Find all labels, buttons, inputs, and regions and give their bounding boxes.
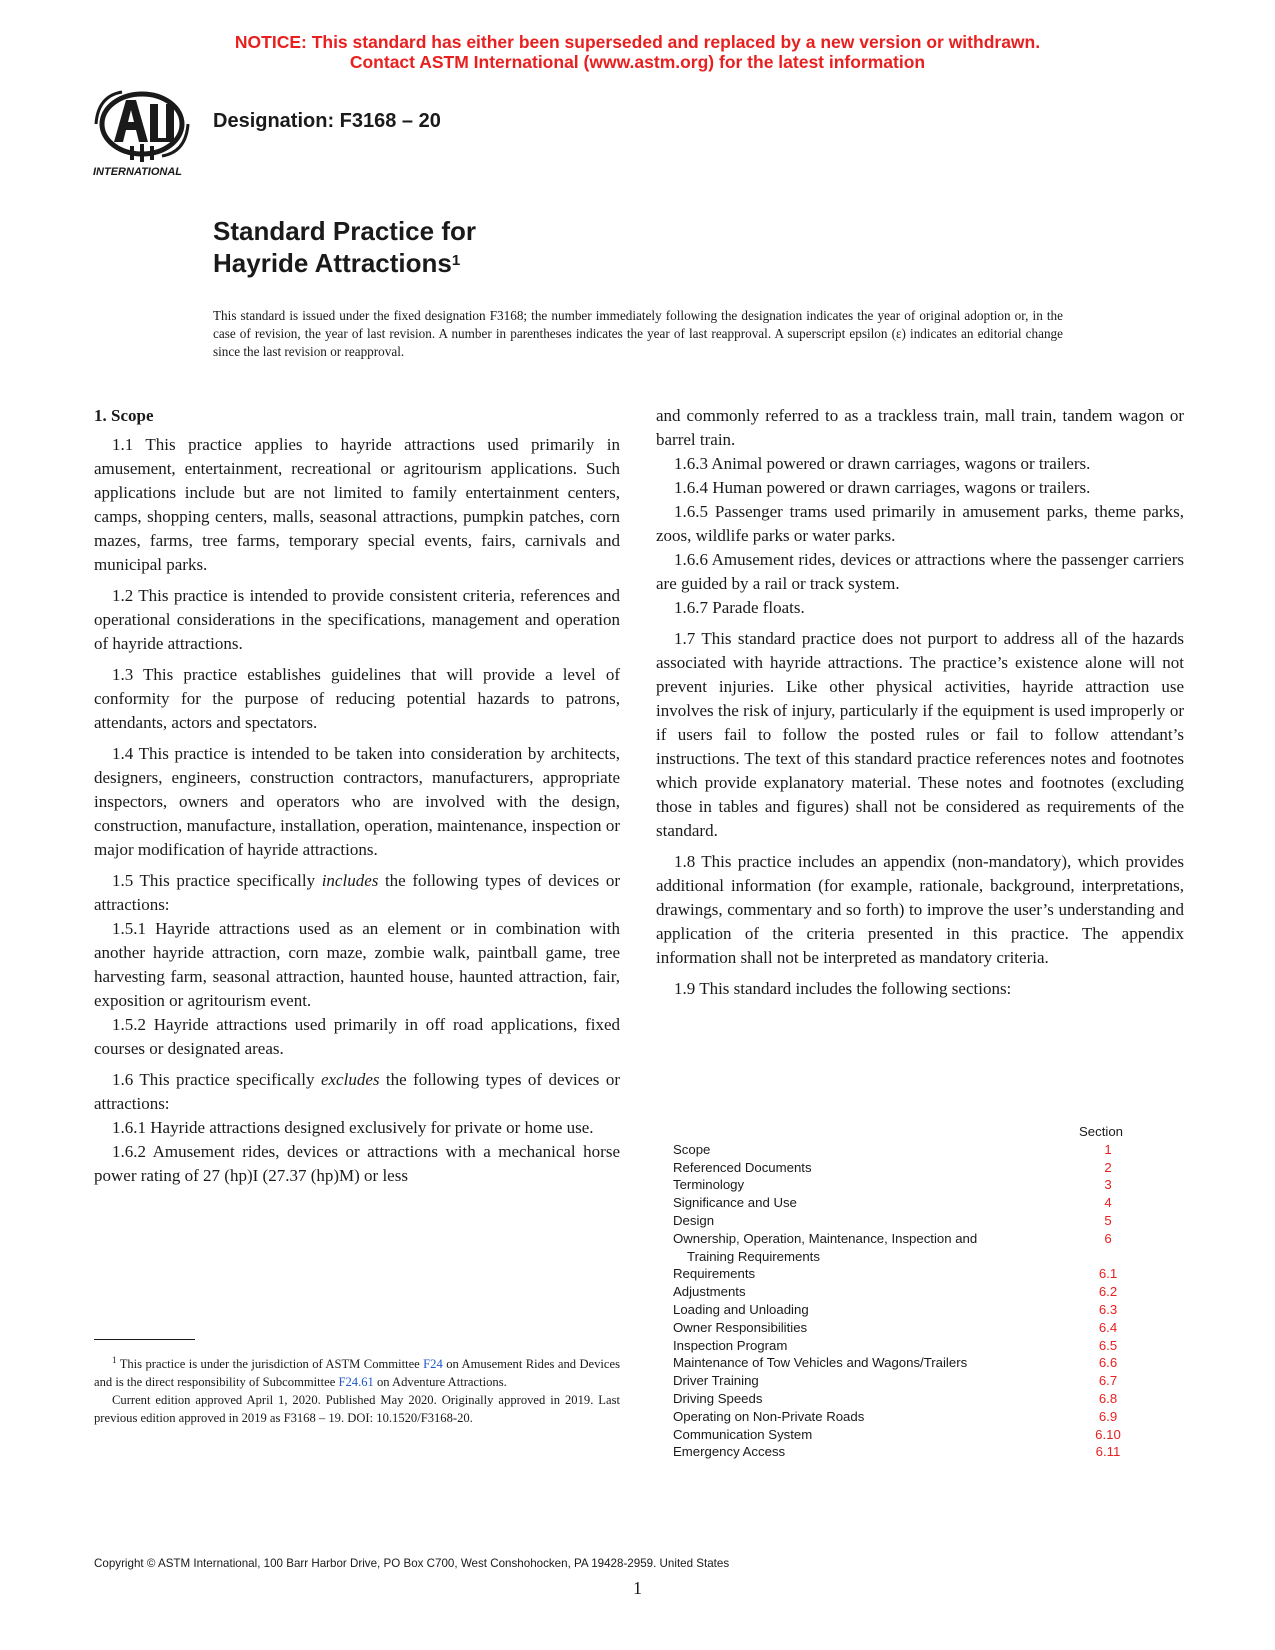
toc-title: Driving Speeds <box>673 1390 763 1406</box>
footnote-text-b: on Amusement Rides and Devices and is the direct responsibility of Subcommittee <box>94 1357 621 1390</box>
para-1-6-2: 1.6.2 Amusement rides, devices or attractions with a mechanical horse power rating of 27 (hp)I (27.37 (hp)M) or less <box>94 1142 620 1185</box>
para-1-6-post: the following types of devices or attractions: <box>94 1070 620 1113</box>
toc-row <box>673 1212 1133 1230</box>
toc-row <box>673 1159 1133 1177</box>
toc-number-link[interactable]: 6.9 <box>1098 1408 1118 1424</box>
footnote-edition: Current edition approved April 1, 2020. Published May 2020. Originally approved in 2019. Last previous edition approved in 2019 as F3168 – 19. DOI: 10.1520/F3168-20. <box>94 1393 620 1426</box>
toc-number-link[interactable]: 4 <box>1104 1195 1112 1211</box>
designation: Designation: F3168 – 20 <box>213 110 441 132</box>
toc-row <box>673 1176 1133 1194</box>
para-1-6 <box>94 1068 620 1116</box>
toc-title-line-2: Training Requirements <box>687 1248 820 1264</box>
footnote-text-a: This practice is under the jurisdiction of ASTM Committee <box>119 1357 424 1372</box>
para-1-5-post: the following types of devices or attractions: <box>94 871 620 914</box>
toc-title: Emergency Access <box>673 1444 786 1460</box>
section-table-rows <box>673 1141 1133 1461</box>
section-heading-scope: 1. Scope <box>94 406 154 425</box>
title-line-2 <box>213 247 476 279</box>
para-1-5-pre: 1.5 This practice specifically <box>112 871 322 890</box>
toc-row <box>673 1283 1133 1301</box>
toc-number-link[interactable]: 6.2 <box>1098 1284 1118 1300</box>
title-footnote-mark: 1 <box>451 252 461 269</box>
toc-row <box>673 1194 1133 1212</box>
toc-number-link[interactable]: 6.7 <box>1098 1373 1118 1389</box>
para-1-6-6: 1.6.6 Amusement rides, devices or attractions where the passenger carriers are guided by a rail or track system. <box>656 550 1184 593</box>
toc-row <box>673 1230 1133 1266</box>
toc-row <box>673 1265 1133 1283</box>
footnote-text-c: on Adventure Attractions. <box>373 1375 507 1390</box>
para-1-5-emphasis: includes <box>321 871 379 890</box>
toc-number-link[interactable]: 6.5 <box>1098 1337 1118 1353</box>
para-1-6-4: 1.6.4 Human powered or drawn carriages, wagons or trailers. <box>674 478 1091 497</box>
toc-title: Requirements <box>673 1266 756 1282</box>
toc-title: Communication System <box>673 1426 813 1442</box>
notice-line-1: NOTICE: This standard has either been superseded and replaced by a new version or withdrawn. <box>234 32 1041 52</box>
toc-title: Operating on Non-Private Roads <box>673 1408 865 1424</box>
toc-title: Driver Training <box>673 1373 759 1389</box>
logo-text: INTERNATIONAL <box>93 166 183 178</box>
toc-title-line-1: Ownership, Operation, Maintenance, Inspection and <box>673 1230 978 1246</box>
toc-number-link[interactable]: 5 <box>1104 1212 1112 1228</box>
para-1-6-5: 1.6.5 Passenger trams used primarily in amusement parks, theme parks, zoos, wildlife parks or water parks. <box>656 502 1184 545</box>
copyright: Copyright © ASTM International, 100 Barr Harbor Drive, PO Box C700, West Conshohocken, PA 19428-2959. United States <box>94 1557 730 1570</box>
title-line-2-text: Hayride Attractions <box>213 248 452 278</box>
toc-number-link[interactable]: 6 <box>1104 1230 1112 1246</box>
left-column <box>94 404 620 1188</box>
toc-title <box>673 1230 1033 1266</box>
para-1-6-1: 1.6.1 Hayride attractions designed exclusively for private or home use. <box>112 1118 594 1137</box>
para-1-8: 1.8 This practice includes an appendix (non-mandatory), which provides additional information (for example, rationale, background, interpretations, drawings, commentary and so forth) to improve the user’s understanding and application of the criteria presented in this practice. The appendix information shall not be interpreted as mandatory criteria. <box>656 852 1184 967</box>
toc-number-link[interactable]: 3 <box>1104 1177 1112 1193</box>
para-1-5 <box>94 869 620 917</box>
toc-number-link[interactable]: 6.8 <box>1098 1390 1118 1406</box>
section-table-header: Section <box>1079 1124 1123 1139</box>
para-1-6-2-cont: and commonly referred to as a trackless train, mall train, tandem wagon or barrel train. <box>656 406 1184 449</box>
para-1-4: 1.4 This practice is intended to be taken into consideration by architects, designers, engineers, construction contractors, manufacturers, appropriate inspectors, owners and operators who are involved with the design, construction, manufacture, installation, operation, maintenance, inspection or major modification of hayride attractions. <box>94 744 620 859</box>
toc-row <box>673 1319 1133 1337</box>
astm-logo-icon <box>92 84 198 180</box>
toc-title: Adjustments <box>673 1284 746 1300</box>
toc-number-link[interactable]: 6.11 <box>1095 1444 1121 1460</box>
issued-note: This standard is issued under the fixed designation F3168; the number immediately following the designation indicates the year of original adoption or, in the case of revision, the year of last revision. A number in parentheses indicates the year of last reapproval. A superscript epsilon (ε) indicates an editorial change since the last revision or reapproval. <box>213 308 1063 359</box>
para-1-9: 1.9 This standard includes the following sections: <box>674 979 1012 998</box>
toc-row <box>673 1408 1133 1426</box>
toc-title: Loading and Unloading <box>673 1301 809 1317</box>
toc-row <box>673 1372 1133 1390</box>
toc-title: Maintenance of Tow Vehicles and Wagons/Trailers <box>673 1355 968 1371</box>
toc-row <box>673 1390 1133 1408</box>
footnote-jurisdiction <box>94 1351 620 1391</box>
toc-row <box>673 1141 1133 1159</box>
toc-title: Design <box>673 1212 715 1228</box>
committee-link[interactable]: F24 <box>423 1357 443 1372</box>
para-1-6-3: 1.6.3 Animal powered or drawn carriages, wagons or trailers. <box>674 454 1091 473</box>
para-1-5-2: 1.5.2 Hayride attractions used primarily in off road applications, fixed courses or designated areas. <box>94 1015 620 1058</box>
footnote-divider <box>94 1339 195 1340</box>
toc-title: Significance and Use <box>673 1195 797 1211</box>
footnote-mark: 1 <box>112 1355 117 1365</box>
para-1-2: 1.2 This practice is intended to provide consistent criteria, references and operational considerations in the specifications, management and operation of hayride attractions. <box>94 586 620 653</box>
toc-title: Referenced Documents <box>673 1159 812 1175</box>
toc-title: Owner Responsibilities <box>673 1319 808 1335</box>
notice-banner <box>0 32 1275 72</box>
para-1-6-emphasis: excludes <box>320 1070 380 1089</box>
para-1-6-pre: 1.6 This practice specifically <box>112 1070 321 1089</box>
para-1-6-7: 1.6.7 Parade floats. <box>674 598 805 617</box>
document-title <box>213 215 476 279</box>
footnote <box>94 1351 620 1427</box>
toc-number-link[interactable]: 6.3 <box>1098 1301 1118 1317</box>
toc-number-link[interactable]: 6.10 <box>1095 1426 1121 1442</box>
toc-number-link[interactable]: 6.4 <box>1098 1319 1118 1335</box>
para-1-3: 1.3 This practice establishes guidelines that will provide a level of conformity for the purpose of reducing potential hazards to patrons, attendants, actors and spectators. <box>94 665 620 732</box>
toc-number-link[interactable]: 6.6 <box>1098 1355 1118 1371</box>
toc-row <box>673 1337 1133 1355</box>
toc-row <box>673 1354 1133 1372</box>
subcommittee-link[interactable]: F24.61 <box>338 1375 374 1390</box>
toc-number-link[interactable]: 2 <box>1104 1159 1112 1175</box>
toc-title: Scope <box>673 1141 711 1157</box>
notice-line-2: Contact ASTM International (www.astm.org) for the latest information <box>349 52 926 72</box>
para-1-7: 1.7 This standard practice does not purport to address all of the hazards associated with hayride attractions. The practice’s existence alone will not prevent injuries. Like other physical activities, hayride attraction use involves the risk of injury, particularly if the equipment is used improperly or if users fail to follow the posted rules or fail to follow attendant’s instructions. The text of this standard practice references notes and footnotes which provide explanatory material. These notes and footnotes (excluding those in tables and figures) shall not be considered as requirements of the standard. <box>656 629 1184 840</box>
para-1-1: 1.1 This practice applies to hayride attractions used primarily in amusement, entertainment, recreational or agritourism applications. Such applications include but are not limited to family entertainment centers, camps, shopping centers, malls, seasonal attractions, pumpkin patches, corn mazes, farms, tree farms, temporary special events, fairs, carnivals and municipal parks. <box>94 435 620 574</box>
right-column <box>656 404 1184 1001</box>
toc-row <box>673 1443 1133 1461</box>
para-1-5-1: 1.5.1 Hayride attractions used as an element or in combination with another hayride attraction, corn maze, zombie walk, paintball game, tree harvesting farm, seasonal attraction, haunted house, haunted attraction, fair, exposition or agritourism event. <box>94 919 620 1010</box>
toc-number-link[interactable]: 6.1 <box>1098 1266 1118 1282</box>
toc-title: Inspection Program <box>673 1337 788 1353</box>
page-number: 1 <box>633 1578 642 1598</box>
toc-title: Terminology <box>673 1177 745 1193</box>
toc-number-link[interactable]: 1 <box>1104 1141 1112 1157</box>
toc-row <box>673 1301 1133 1319</box>
toc-row <box>673 1426 1133 1444</box>
title-line-1: Standard Practice for <box>213 216 476 246</box>
section-table <box>673 1123 1133 1461</box>
